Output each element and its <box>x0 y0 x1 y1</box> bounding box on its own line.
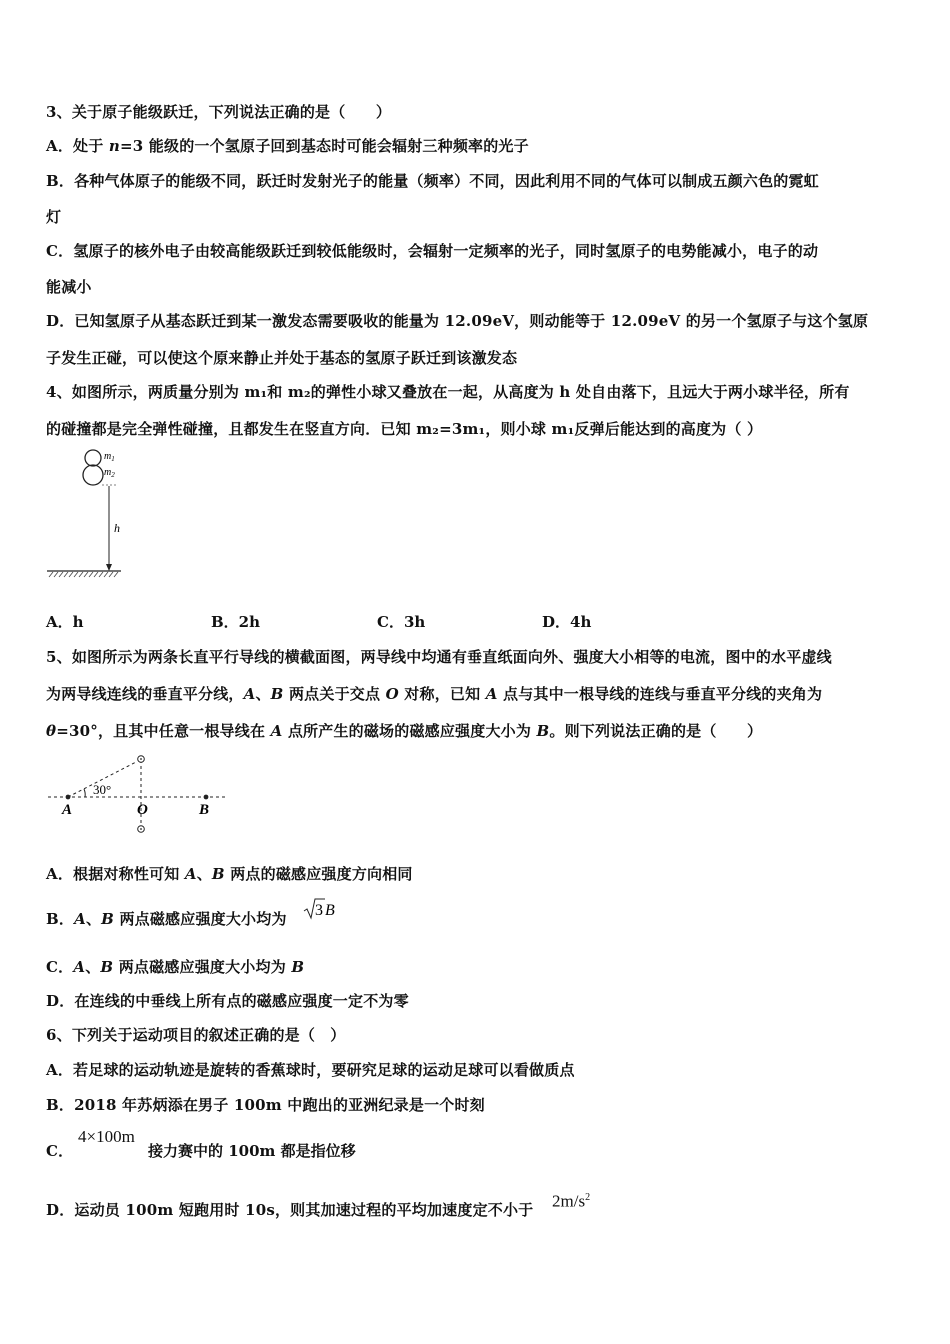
q4-option-c: C．3h <box>377 613 426 631</box>
q5-b-pre: B． <box>46 910 75 928</box>
q3-option-d-line2: 子发生正碰，可以使这个原来静止并处于基态的氢原子跃迁到该激发态 <box>46 349 518 367</box>
q3-option-a <box>46 136 529 156</box>
q5-b-mid: 、 <box>85 910 102 928</box>
q5-c-post: 两点磁感应强度大小均为 <box>113 958 292 976</box>
q5-b-post: 两点磁感应强度大小均为 <box>114 910 287 928</box>
q5-option-d: D．在连线的中垂线上所有点的磁感应强度一定不为零 <box>46 992 409 1010</box>
q3-option-c-line1: C．氢原子的核外电子由较高能级跃迁到较低能级时，会辐射一定频率的光子，同时氢原子的电势能减小，电子的动 <box>46 242 819 260</box>
ground-hatch <box>49 572 118 577</box>
q5-s3-theta: θ <box>46 722 57 740</box>
height-arrow-head <box>106 564 112 571</box>
q5-a-B: B <box>211 865 225 883</box>
q5-s2-A: A <box>243 685 256 703</box>
q5-s3-a: =30°，且其中任意一根导线在 <box>56 722 271 740</box>
label-h: h <box>114 521 120 535</box>
q5-s2-d: 对称，已知 <box>398 685 486 703</box>
angle-arc <box>84 789 85 797</box>
q5-figure <box>44 752 230 838</box>
label-m1: $m_1$ <box>104 451 115 463</box>
q5-s3-b: 点所产生的磁场的磁感应强度大小为 <box>282 722 537 740</box>
q5-b-A: A <box>74 910 86 928</box>
q5-c-mid: 、 <box>85 958 101 976</box>
q5-b-B: B <box>101 910 115 928</box>
q4-option-a: A．h <box>46 613 84 631</box>
q5-s3-B: B <box>536 722 550 740</box>
q5-s3-A: A <box>270 722 283 740</box>
q3-a-var: n <box>108 137 120 155</box>
q4-figure <box>44 446 134 582</box>
q6-option-a: A．若足球的运动轨迹是旋转的香蕉球时，要研究足球的运动足球可以看做质点 <box>46 1061 575 1079</box>
sqrt-variable: B <box>325 902 335 919</box>
q6-d-math <box>552 1188 590 1212</box>
q3-option-b-line2: 灯 <box>46 208 62 226</box>
q3-option-c-line2: 能减小 <box>46 278 92 296</box>
q5-s3-c: 。则下列说法正确的是（ ） <box>549 722 763 740</box>
q6-d-math-exp: 2 <box>585 1192 591 1203</box>
q5-s2-O: O <box>385 685 399 703</box>
q3-stem: 3、关于原子能级跃迁，下列说法正确的是（ ） <box>46 103 392 121</box>
q5-stem-line2 <box>46 684 822 704</box>
point-b-dot <box>204 795 209 800</box>
q5-option-b <box>46 909 287 929</box>
q5-a-A: A <box>184 865 197 883</box>
q5-option-a <box>46 864 413 884</box>
point-a-dot <box>66 795 71 800</box>
q6-option-c-label: C． <box>46 1142 74 1160</box>
q6-d-math-base: 2m/s <box>552 1191 586 1211</box>
q5-c-A: A <box>73 958 86 976</box>
q6-option-b: B．2018 年苏炳添在男子 100m 中跑出的亚洲纪录是一个时刻 <box>46 1096 485 1114</box>
q5-stem-line1: 5、如图所示为两条长直平行导线的横截面图，两导线中均通有垂直纸面向外、强度大小相等的电流，图中的水平虚线 <box>46 648 832 666</box>
sqrt-number: 3 <box>315 902 323 919</box>
ball-m2 <box>83 465 103 485</box>
q5-a-post: 两点的磁感应强度方向相同 <box>224 865 413 883</box>
label-a: A <box>62 802 73 818</box>
q5-s2-A2: A <box>485 685 498 703</box>
q3-option-d-line1: D．已知氢原子从基态跃迁到某一激发态需要吸收的能量为 12.09eV，则动能等于 12.09eV 的另一个氢原子与这个氢原 <box>46 312 869 330</box>
q3-option-b-line1: B．各种气体原子的能级不同，跃迁时发射光子的能量（频率）不同，因此利用不同的气体可以制成五颜六色的霓虹 <box>46 172 819 190</box>
label-b: B <box>199 802 210 818</box>
q4-stem-line1: 4、如图所示，两质量分别为 m₁和 m₂的弹性小球又叠放在一起，从高度为 h 处自由落下，且远大于两小球半径，所有 <box>46 383 850 401</box>
q5-a-mid: 、 <box>196 865 212 883</box>
q3-a-post: =3 能级的一个氢原子回到基态时可能会辐射三种频率的光子 <box>119 137 529 155</box>
q5-c-pre: C． <box>46 958 74 976</box>
q5-s2-b: 、 <box>255 685 271 703</box>
q5-b-math <box>302 896 346 922</box>
q3-a-pre: A．处于 <box>46 137 109 155</box>
q6-option-d: D．运动员 100m 短跑用时 10s，则其加速过程的平均加速度定不小于 <box>46 1201 534 1219</box>
q5-c-end: B <box>291 958 305 976</box>
q5-s2-a: 为两导线连线的垂直平分线， <box>46 685 244 703</box>
q5-s2-c: 两点关于交点 <box>283 685 386 703</box>
q5-s2-B: B <box>270 685 284 703</box>
q5-stem-line3 <box>46 721 762 741</box>
q6-stem: 6、下列关于运动项目的叙述正确的是（ ） <box>46 1026 346 1044</box>
label-o: O <box>137 802 148 818</box>
label-m2: $m_2$ <box>104 467 115 479</box>
q5-s2-e: 点与其中一根导线的连线与垂直平分线的夹角为 <box>497 685 823 703</box>
q6-c-math: 4×100m <box>78 1127 135 1146</box>
q4-option-d: D．4h <box>542 613 592 631</box>
q5-option-c <box>46 957 304 977</box>
angle-label: 30° <box>93 782 112 797</box>
q5-c-B: B <box>100 958 114 976</box>
q4-option-b: B．2h <box>211 613 261 631</box>
q5-a-pre: A．根据对称性可知 <box>46 865 185 883</box>
q4-stem-line2: 的碰撞都是完全弹性碰撞，且都发生在竖直方向．已知 m₂=3m₁，则小球 m₁反弹后能达到的高度为（ ） <box>46 420 763 438</box>
q6-option-c-text: 接力赛中的 100m 都是指位移 <box>148 1142 356 1160</box>
ball-m1 <box>85 450 101 466</box>
